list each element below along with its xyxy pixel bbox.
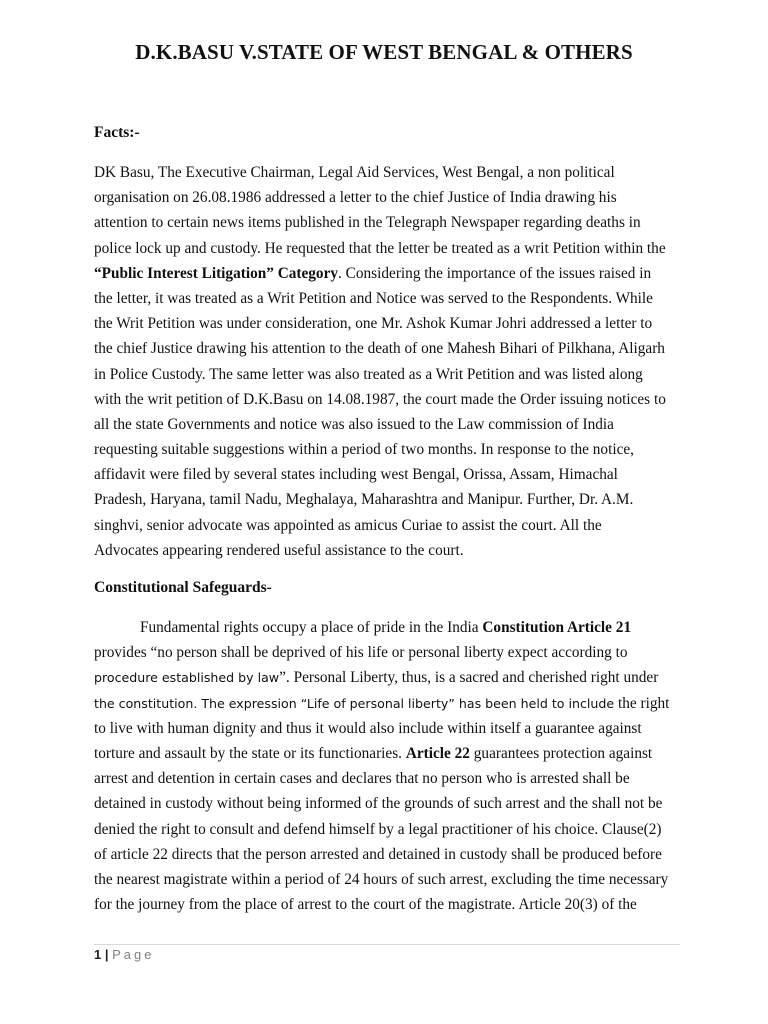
text-line: the chief Justice drawing his attention to the death of one Mahesh Bihari of Pilkhana, Aligarh xyxy=(94,340,665,358)
text-line: attention to certain news items published in the Telegraph Newspaper regarding deaths in xyxy=(94,214,641,232)
text-line: of article 22 directs that the person arrested and detained in custody shall be produced before xyxy=(94,845,662,863)
text-run: the right xyxy=(614,694,670,712)
text-line: affidavit were filed by several states including west Bengal, Orissa, Assam, Himachal xyxy=(94,466,618,484)
text-line: all the state Governments and notice was also issued to the Law commission of India xyxy=(94,415,614,433)
text-line: in Police Custody. The same letter was also treated as a Writ Petition and was listed along xyxy=(94,365,643,383)
article-21-bold: Constitution Article 21 xyxy=(482,619,632,636)
text-line xyxy=(94,261,684,286)
text-line: Advocates appearing rendered useful assistance to the court. xyxy=(94,541,464,559)
text-line: with the writ petition of D.K.Basu on 14.08.1987, the court made the Order issuing notices to xyxy=(94,390,666,408)
quoted-phrase: the constitution. The expression “Life of personal liberty” has been held to include xyxy=(94,695,615,711)
text-line: provides “no person shall be deprived of his life or personal liberty expect according to xyxy=(94,644,628,662)
text-line xyxy=(94,665,684,690)
text-line: denied the right to consult and defend himself by a legal practitioner of his choice. Clause(2) xyxy=(94,820,662,838)
text-line: DK Basu, The Executive Chairman, Legal Aid Services, West Bengal, a non political xyxy=(94,164,615,181)
text-line: the Writ Petition was under consideration, one Mr. Ashok Kumar Johri addressed a letter to xyxy=(94,315,653,333)
text-line: to live with human dignity and thus it would also include within itself a guarantee against xyxy=(94,719,642,737)
text-line: arrest and detention in certain cases and declares that no person who is arrested shall be xyxy=(94,770,630,788)
text-line: the nearest magistrate within a period of 24 hours of such arrest, excluding the time necessary xyxy=(94,870,669,888)
text-run: guarantees protection against xyxy=(469,744,653,762)
text-line: singhvi, senior advocate was appointed as amicus Curiae to assist the court. All the xyxy=(94,516,602,534)
text-run: Fundamental rights occupy a place of pride in the India xyxy=(140,619,483,636)
facts-heading: Facts:- xyxy=(94,124,140,141)
text-line: police lock up and custody. He requested that the letter be treated as a writ Petition within the xyxy=(94,239,666,257)
document-title: D.K.BASU V.STATE OF WEST BENGAL & OTHERS xyxy=(135,40,633,64)
quoted-phrase: procedure established by law xyxy=(94,670,280,686)
text-line xyxy=(94,615,684,640)
text-line xyxy=(94,691,684,716)
text-line: requesting suitable suggestions within a period of two months. In response to the notice, xyxy=(94,441,634,459)
text-line: detained in custody without being informed of the grounds of such arrest and the shall not be xyxy=(94,795,663,813)
facts-paragraph xyxy=(94,160,684,563)
text-line: for the journey from the place of arrest to the court of the magistrate. Article 20(3) of the xyxy=(94,896,637,914)
article-22-bold: Article 22 xyxy=(405,744,470,762)
text-line: the letter, it was treated as a Writ Petition and Notice was served to the Respondents. While xyxy=(94,289,653,307)
text-run: . Considering the importance of the issues raised in xyxy=(338,264,652,282)
footer-divider xyxy=(94,944,680,945)
page-number: 1 xyxy=(94,947,102,962)
page-separator: | xyxy=(104,947,109,962)
pil-category-bold: “Public Interest Litigation” Category xyxy=(94,264,339,282)
safeguards-heading: Constitutional Safeguards- xyxy=(94,579,272,596)
text-line xyxy=(94,741,684,766)
text-run: ”. Personal Liberty, thus, is a sacred and cherished right under xyxy=(279,669,659,687)
safeguards-paragraph xyxy=(94,615,684,917)
text-line: Pradesh, Haryana, tamil Nadu, Meghalaya, Maharashtra and Manipur. Further, Dr. A.M. xyxy=(94,491,634,509)
page-label: Page xyxy=(112,947,155,962)
text-line: organisation on 26.08.1986 addressed a letter to the chief Justice of India drawing his xyxy=(94,189,617,207)
text-run: torture and assault by the state or its functionaries. xyxy=(94,744,406,762)
page-footer xyxy=(94,947,155,962)
